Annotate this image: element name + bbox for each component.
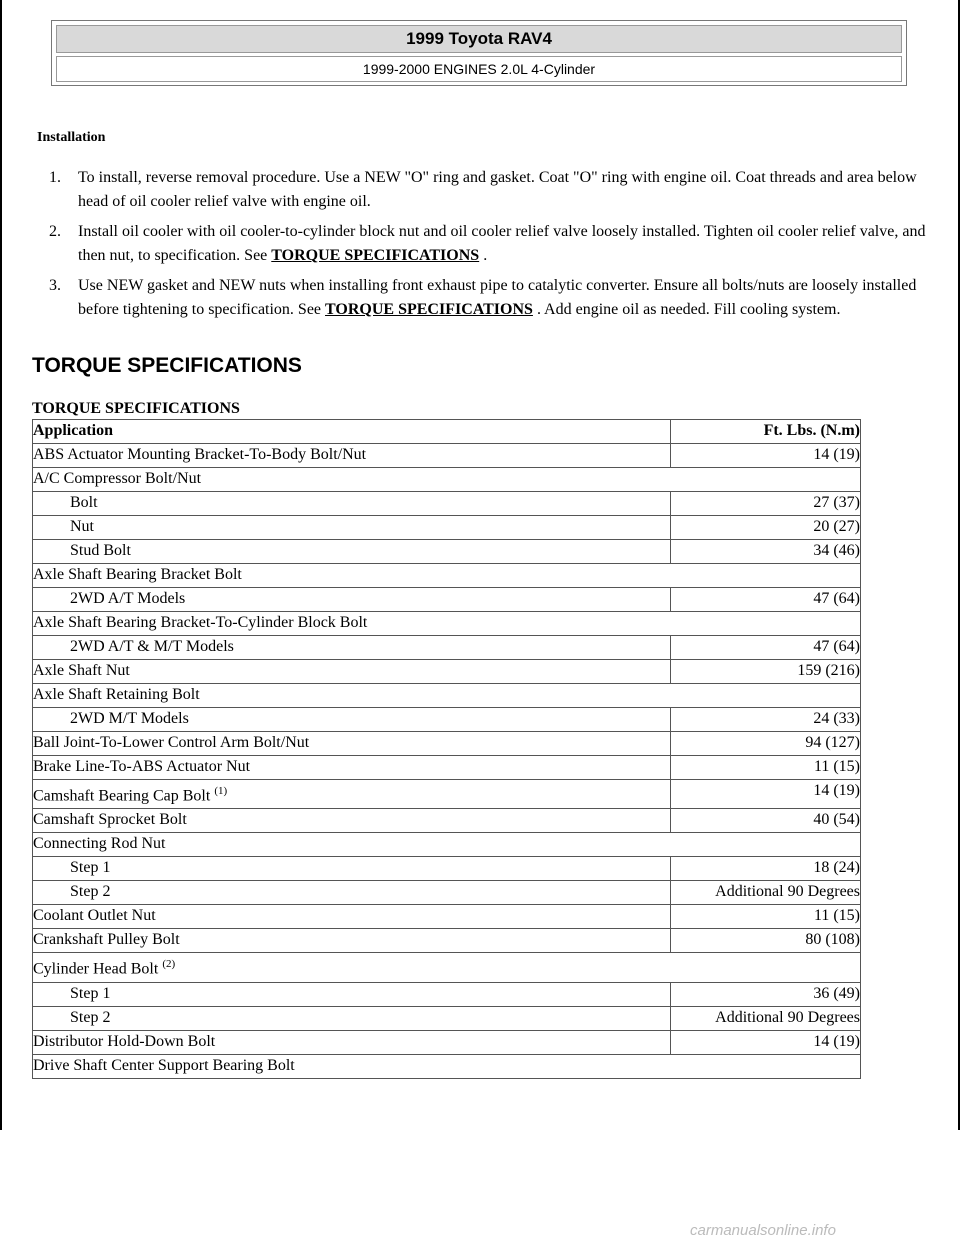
table-row xyxy=(33,444,861,468)
application-cell xyxy=(33,809,671,833)
application-cell xyxy=(33,929,671,953)
step-text-tail: . xyxy=(479,247,488,264)
table-row xyxy=(33,1054,861,1078)
step-number: 3. xyxy=(49,277,61,294)
table-row xyxy=(33,809,861,833)
watermark: carmanualsonline.info xyxy=(690,1222,836,1239)
footnote-ref: (2) xyxy=(162,958,176,971)
application-text: Axle Shaft Nut xyxy=(33,662,130,679)
torque-value-cell: 47 (64) xyxy=(671,588,861,612)
table-row xyxy=(33,636,861,660)
table-row xyxy=(33,982,861,1006)
application-text: Step 1 xyxy=(70,859,111,877)
application-cell xyxy=(33,708,671,732)
application-cell xyxy=(33,857,671,881)
application-cell xyxy=(33,660,671,684)
application-text: Camshaft Sprocket Bolt xyxy=(33,811,187,829)
torque-value-cell: 11 (15) xyxy=(671,905,861,929)
application-text: A/C Compressor Bolt/Nut xyxy=(33,470,202,487)
application-text: Bolt xyxy=(70,494,98,511)
application-text: Axle Shaft Bearing Bracket Bolt xyxy=(33,566,242,583)
application-text: Step 2 xyxy=(70,1008,111,1026)
installation-step xyxy=(49,220,948,268)
torque-value-cell: 159 (216) xyxy=(671,660,861,684)
step-text: To install, reverse removal procedure. Use a NEW "O" ring and gasket. Coat "O" ring with engine oil. Coat threads and area below head of oil cooler relief valve with engine oil. xyxy=(78,169,917,210)
col-application-header: Application xyxy=(33,420,671,444)
application-cell xyxy=(33,444,671,468)
torque-spec-link[interactable]: TORQUE SPECIFICATIONS xyxy=(325,301,533,318)
application-text: Camshaft Bearing Cap Bolt xyxy=(33,787,211,805)
table-row xyxy=(33,1030,861,1054)
header-title: 1999 Toyota RAV4 xyxy=(56,25,902,53)
application-cell xyxy=(33,732,671,756)
application-cell xyxy=(33,540,671,564)
application-cell xyxy=(33,1054,861,1078)
torque-value-cell: 18 (24) xyxy=(671,857,861,881)
table-row xyxy=(33,780,861,809)
application-text: 2WD A/T Models xyxy=(70,590,186,607)
table-row xyxy=(33,1006,861,1030)
installation-steps xyxy=(37,166,948,328)
table-row xyxy=(33,953,861,982)
section-heading: TORQUE SPECIFICATIONS xyxy=(32,354,302,377)
table-row xyxy=(33,833,861,857)
table-row xyxy=(33,857,861,881)
application-text: Cylinder Head Bolt xyxy=(33,960,159,978)
table-row xyxy=(33,708,861,732)
table-row xyxy=(33,881,861,905)
torque-value-cell: Additional 90 Degrees xyxy=(671,1006,861,1030)
table-header-row xyxy=(33,420,861,444)
application-cell xyxy=(33,953,861,982)
installation-heading: Installation xyxy=(37,130,106,145)
application-cell xyxy=(33,1030,671,1054)
application-text: Ball Joint-To-Lower Control Arm Bolt/Nut xyxy=(33,734,310,751)
application-text: Stud Bolt xyxy=(70,542,131,559)
step-text-tail: . Add engine oil as needed. Fill cooling system. xyxy=(532,301,841,318)
col-value-header: Ft. Lbs. (N.m) xyxy=(671,420,861,444)
application-cell xyxy=(33,881,671,905)
application-text: Distributor Hold-Down Bolt xyxy=(33,1032,216,1050)
application-cell xyxy=(33,516,671,540)
torque-value-cell: 36 (49) xyxy=(671,982,861,1006)
torque-value-cell: 27 (37) xyxy=(671,492,861,516)
application-text: Step 1 xyxy=(70,984,111,1002)
application-cell xyxy=(33,756,671,780)
table-row xyxy=(33,929,861,953)
footnote-ref: (1) xyxy=(214,785,228,797)
header-subtitle: 1999-2000 ENGINES 2.0L 4-Cylinder xyxy=(56,56,902,82)
table-row xyxy=(33,564,861,588)
step-text: Install oil cooler with oil cooler-to-cylinder block nut and oil cooler relief valve loosely installed. Tighten oil cooler relief valve, and then nut, to specification. See xyxy=(78,223,926,264)
application-text: 2WD A/T & M/T Models xyxy=(70,638,234,655)
torque-value-cell: 47 (64) xyxy=(671,636,861,660)
torque-value-cell: 20 (27) xyxy=(671,516,861,540)
table-row xyxy=(33,540,861,564)
application-cell xyxy=(33,468,861,492)
table-row xyxy=(33,516,861,540)
torque-value-cell: 11 (15) xyxy=(671,756,861,780)
step-text: Use NEW gasket and NEW nuts when installing front exhaust pipe to catalytic converter. Ensure all bolts/nuts are loosely installed before tightening to specification. See xyxy=(78,277,917,318)
table-row xyxy=(33,756,861,780)
torque-value-cell: 14 (19) xyxy=(671,780,861,809)
application-cell xyxy=(33,564,861,588)
torque-value-cell: 94 (127) xyxy=(671,732,861,756)
torque-spec-link[interactable]: TORQUE SPECIFICATIONS xyxy=(271,247,480,264)
application-cell xyxy=(33,684,861,708)
document-header xyxy=(51,20,907,86)
application-text: Brake Line-To-ABS Actuator Nut xyxy=(33,758,251,775)
installation-step xyxy=(49,166,948,214)
table-row xyxy=(33,588,861,612)
application-text: Coolant Outlet Nut xyxy=(33,907,156,925)
application-text: Step 2 xyxy=(70,883,111,901)
application-cell xyxy=(33,636,671,660)
application-cell xyxy=(33,588,671,612)
table-row xyxy=(33,684,861,708)
application-text: ABS Actuator Mounting Bracket-To-Body Bolt/Nut xyxy=(33,446,367,463)
application-cell xyxy=(33,1006,671,1030)
page-frame-left xyxy=(0,0,2,1130)
application-cell xyxy=(33,780,671,809)
application-text: Axle Shaft Retaining Bolt xyxy=(33,686,200,703)
torque-table xyxy=(32,419,861,1079)
application-cell xyxy=(33,982,671,1006)
table-row xyxy=(33,732,861,756)
application-cell xyxy=(33,612,861,636)
torque-value-cell: 40 (54) xyxy=(671,809,861,833)
torque-value-cell: 14 (19) xyxy=(671,444,861,468)
application-cell xyxy=(33,905,671,929)
table-row xyxy=(33,492,861,516)
installation-step xyxy=(49,274,948,322)
application-text: Nut xyxy=(70,518,94,535)
torque-value-cell: 24 (33) xyxy=(671,708,861,732)
table-row xyxy=(33,468,861,492)
application-text: 2WD M/T Models xyxy=(70,710,189,727)
table-row xyxy=(33,660,861,684)
table-row xyxy=(33,905,861,929)
application-text: Axle Shaft Bearing Bracket-To-Cylinder Block Bolt xyxy=(33,614,368,631)
step-number: 1. xyxy=(49,169,61,186)
torque-value-cell: 14 (19) xyxy=(671,1030,861,1054)
application-cell xyxy=(33,492,671,516)
application-text: Crankshaft Pulley Bolt xyxy=(33,931,180,949)
step-number: 2. xyxy=(49,223,61,240)
torque-value-cell: 80 (108) xyxy=(671,929,861,953)
torque-value-cell: 34 (46) xyxy=(671,540,861,564)
application-text: Connecting Rod Nut xyxy=(33,835,166,853)
table-caption: TORQUE SPECIFICATIONS xyxy=(32,400,240,417)
application-text: Drive Shaft Center Support Bearing Bolt xyxy=(33,1056,295,1074)
application-cell xyxy=(33,833,861,857)
torque-value-cell: Additional 90 Degrees xyxy=(671,881,861,905)
table-row xyxy=(33,612,861,636)
